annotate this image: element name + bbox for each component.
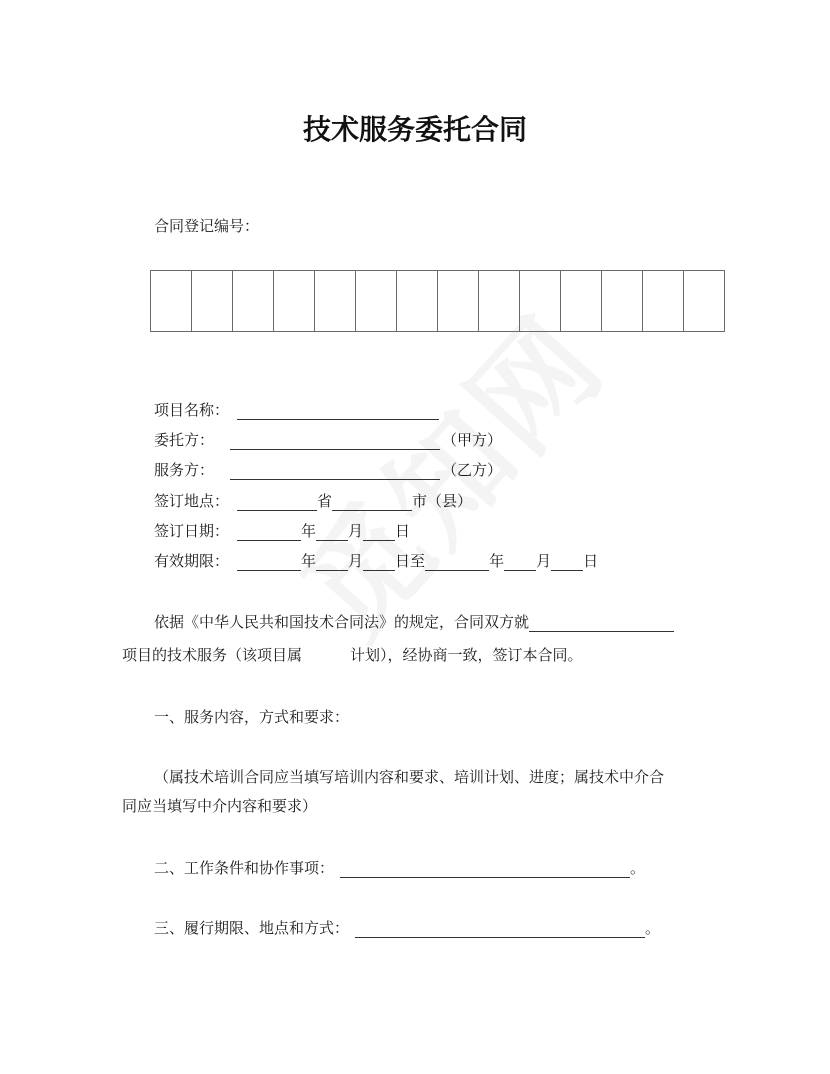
end-year-label: 年 [489, 552, 505, 570]
provider-row [154, 460, 502, 480]
section-2-period: 。 [630, 859, 646, 877]
sign-date-row [154, 521, 410, 541]
project-subject-field[interactable] [529, 613, 674, 632]
sign-date-label: 签订日期： [154, 522, 230, 540]
registration-number-cell[interactable] [602, 271, 643, 332]
project-name-label: 项目名称： [154, 401, 230, 419]
registration-number-cell[interactable] [479, 271, 520, 332]
sign-month-field[interactable] [316, 522, 348, 541]
registration-number-cell[interactable] [684, 271, 725, 332]
registration-number-cell[interactable] [233, 271, 274, 332]
section-3-heading: 三、履行期限、地点和方式： [154, 919, 350, 937]
city-field[interactable] [332, 492, 412, 511]
section-2-heading: 二、工作条件和协作事项： [154, 859, 335, 877]
registration-number-cell[interactable] [438, 271, 479, 332]
start-month-field[interactable] [316, 552, 348, 571]
registration-number-cell[interactable] [643, 271, 684, 332]
end-month-label: 月 [536, 552, 552, 570]
sign-place-label: 签订地点： [154, 492, 230, 510]
provider-field[interactable] [230, 461, 440, 480]
registration-number-cell[interactable] [274, 271, 315, 332]
registration-number-label: 合同登记编号： [154, 217, 260, 235]
project-name-row [154, 400, 439, 420]
end-day-field[interactable] [551, 552, 583, 571]
city-label: 市（县） [412, 492, 473, 510]
party-a-suffix: （甲方） [442, 431, 503, 449]
start-month-label: 月 [348, 552, 364, 570]
start-day-to-label: 日至 [395, 552, 426, 570]
section-3-period: 。 [645, 919, 661, 937]
client-label: 委托方： [154, 431, 215, 449]
sign-day-field[interactable] [363, 522, 395, 541]
registration-number-cell[interactable] [192, 271, 233, 332]
intro-line-2 [122, 645, 583, 665]
section-1-note-line-1: （属技术培训合同应当填写培训内容和要求、培训计划、进度；属技术中介合 [154, 768, 665, 786]
project-name-field[interactable] [237, 401, 439, 420]
registration-number-cell[interactable] [315, 271, 356, 332]
intro-text-2b: 计划），经协商一致，签订本合同。 [350, 646, 583, 664]
registration-number-grid [150, 270, 725, 332]
province-label: 省 [317, 492, 333, 510]
registration-number-cell[interactable] [520, 271, 561, 332]
year-label: 年 [301, 522, 317, 540]
section-1-note-line-2: 同应当填写中介内容和要求） [122, 797, 318, 815]
intro-text-1: 依据《中华人民共和国技术合同法》的规定，合同双方就 [154, 613, 530, 631]
day-label: 日 [395, 522, 411, 540]
section-3-row [154, 918, 660, 938]
start-day-field[interactable] [363, 552, 395, 571]
end-year-field[interactable] [425, 552, 489, 571]
valid-period-label: 有效期限： [154, 552, 230, 570]
document-title: 技术服务委托合同 [302, 113, 527, 146]
registration-number-cell[interactable] [397, 271, 438, 332]
performance-terms-field[interactable] [355, 919, 645, 938]
section-1-heading: 一、服务内容，方式和要求： [154, 708, 350, 726]
registration-number-cell[interactable] [151, 271, 192, 332]
party-b-suffix: （乙方） [442, 461, 503, 479]
client-field[interactable] [230, 431, 440, 450]
registration-number-cell[interactable] [356, 271, 397, 332]
intro-text-2a: 项目的技术服务（该项目属 [122, 646, 303, 664]
section-2-row [154, 858, 645, 878]
province-field[interactable] [237, 492, 317, 511]
month-label: 月 [348, 522, 364, 540]
client-row [154, 430, 502, 450]
start-year-label: 年 [301, 552, 317, 570]
valid-period-row [154, 551, 598, 571]
intro-line-1 [154, 612, 674, 632]
registration-number-cell[interactable] [561, 271, 602, 332]
sign-year-field[interactable] [237, 522, 301, 541]
sign-place-row [154, 491, 472, 511]
end-day-label: 日 [583, 552, 599, 570]
work-conditions-field[interactable] [340, 859, 630, 878]
end-month-field[interactable] [504, 552, 536, 571]
provider-label: 服务方： [154, 461, 215, 479]
start-year-field[interactable] [237, 552, 301, 571]
